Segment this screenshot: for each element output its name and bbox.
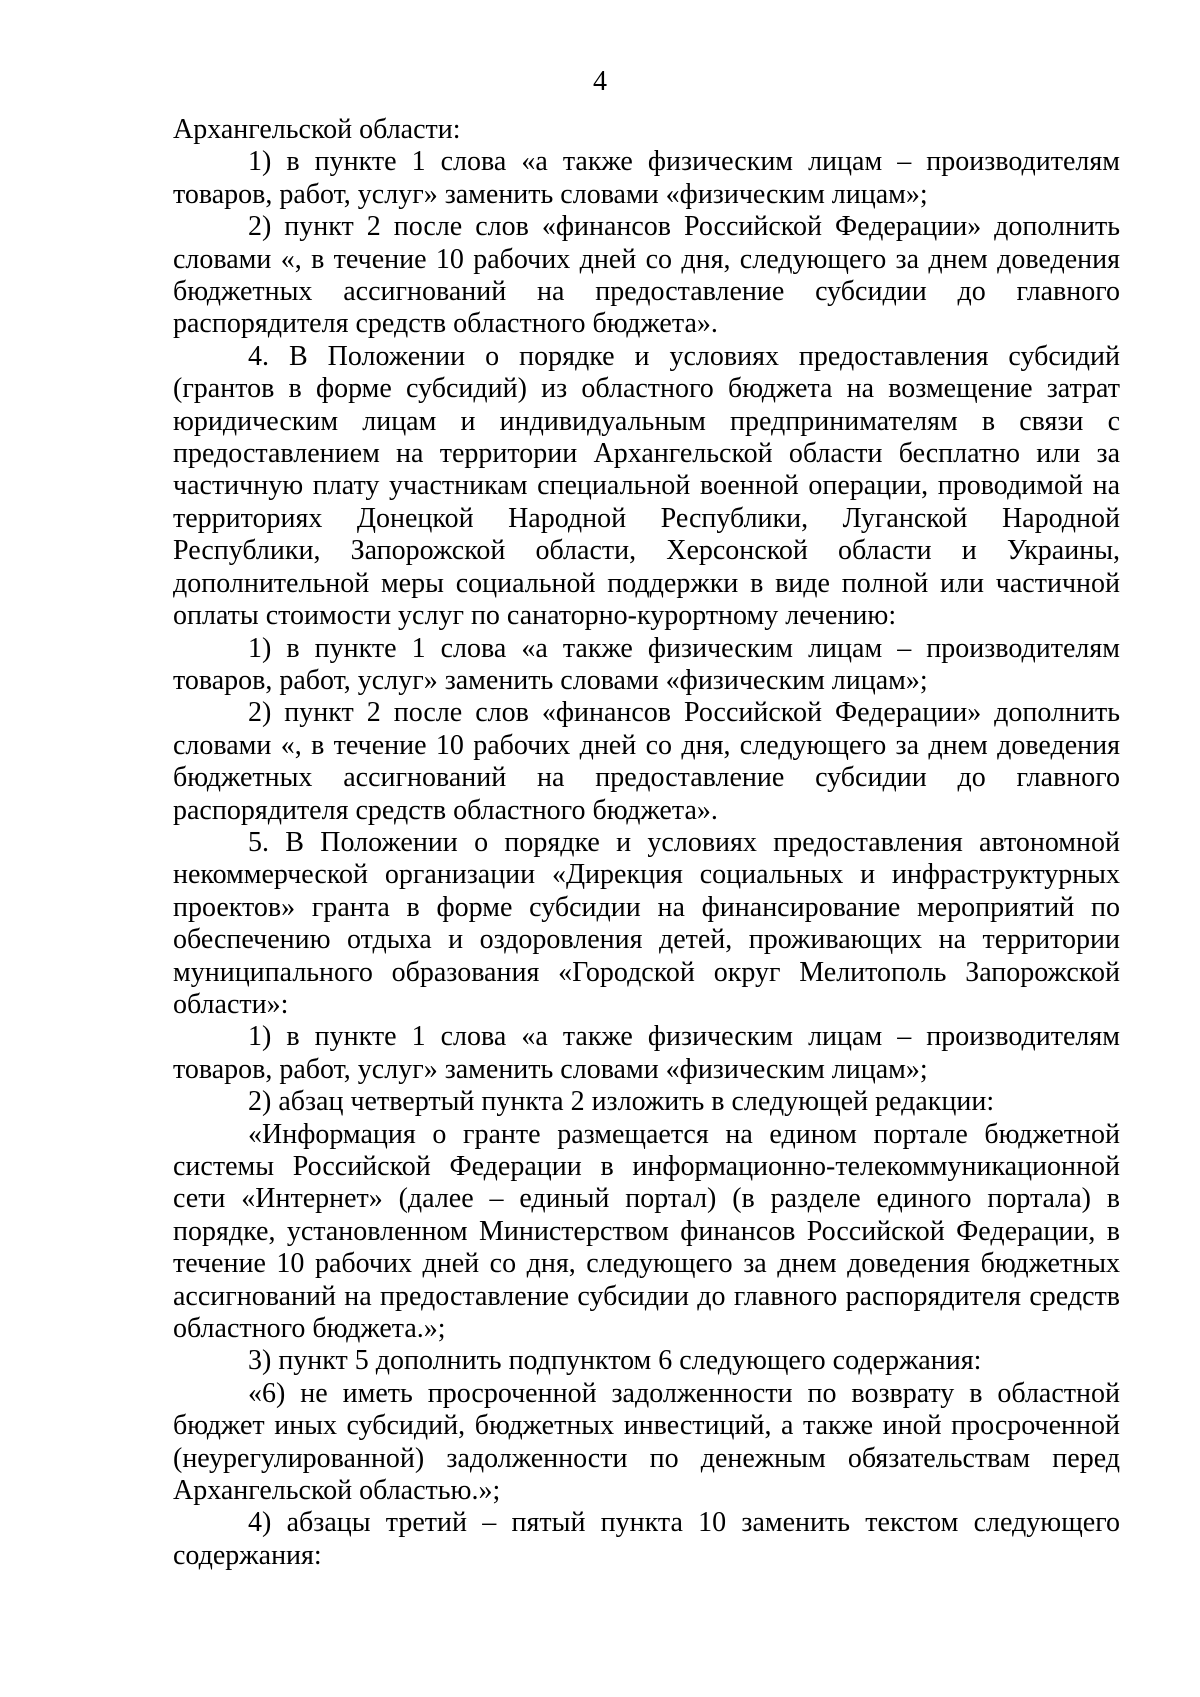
paragraph: 2) пункт 2 после слов «финансов Российской Федерации» дополнить словами «, в течение 10 рабочих дней со дня, следующего за днем доведения бюджетных ассигнований на предоставление субсидии до главного распорядителя средств областного бюджета».: [173, 697, 1120, 826]
page-number: 4: [593, 66, 607, 97]
paragraph: 4. В Положении о порядке и условиях предоставления субсидий (грантов в форме субсидий) из областного бюджета на возмещение затрат юридическим лицам и индивидуальным предпринимателям в связи с предоставлением на территории Архангельской области бесплатно или за частичную плату участникам специальной военной операции, проводимой на территориях Донецкой Народной Республики, Луганской Народной Республики, Запорожской области, Херсонской области и Украины, дополнительной меры социальной поддержки в виде полной или частичной оплаты стоимости услуг по санаторно-курортному лечению:: [173, 340, 1120, 632]
paragraph: 1) в пункте 1 слова «а также физическим лицам – производителям товаров, работ, услуг» заменить словами «физическим лицам»;: [173, 632, 1120, 696]
paragraph: Архангельской области:: [173, 114, 461, 145]
paragraph: 1) в пункте 1 слова «а также физическим лицам – производителям товаров, работ, услуг» заменить словами «физическим лицам»;: [173, 146, 1120, 210]
paragraph: 2) абзац четвертый пункта 2 изложить в следующей редакции:: [248, 1086, 995, 1118]
paragraph: 4) абзацы третий – пятый пункта 10 заменить текстом следующего содержания:: [173, 1507, 1120, 1571]
paragraph: 5. В Положении о порядке и условиях предоставления автономной некоммерческой организации «Дирекция социальных и инфраструктурных проектов» гранта в форме субсидии на финансирование мероприятий по обеспечению отдыха и оздоровления детей, проживающих на территории муниципального образования «Городской округ Мелитополь Запорожской области»:: [173, 826, 1120, 1020]
paragraph: 2) пункт 2 после слов «финансов Российской Федерации» дополнить словами «, в течение 10 рабочих дней со дня, следующего за днем доведения бюджетных ассигнований на предоставление субсидии до главного распорядителя средств областного бюджета».: [173, 211, 1120, 340]
paragraph: «Информация о гранте размещается на едином портале бюджетной системы Российской Федерации в информационно-телекоммуникационной сети «Интернет» (далее – единый портал) (в разделе единого портала) в порядке, установленном Министерством финансов Российской Федерации, в течение 10 рабочих дней со дня, следующего за днем доведения бюджетных ассигнований на предоставление субсидии до главного распорядителя средств областного бюджета.»;: [173, 1118, 1120, 1345]
document-body: [173, 114, 1120, 1572]
paragraph: 1) в пункте 1 слова «а также физическим лицам – производителям товаров, работ, услуг» заменить словами «физическим лицам»;: [173, 1021, 1120, 1085]
paragraph: 3) пункт 5 дополнить подпунктом 6 следующего содержания:: [248, 1345, 982, 1377]
paragraph: «6) не иметь просроченной задолженности по возврату в областной бюджет иных субсидий, бюджетных инвестиций, а также иной просроченной (неурегулированной) задолженности по денежным обязательствам перед Архангельской областью.»;: [173, 1377, 1120, 1507]
